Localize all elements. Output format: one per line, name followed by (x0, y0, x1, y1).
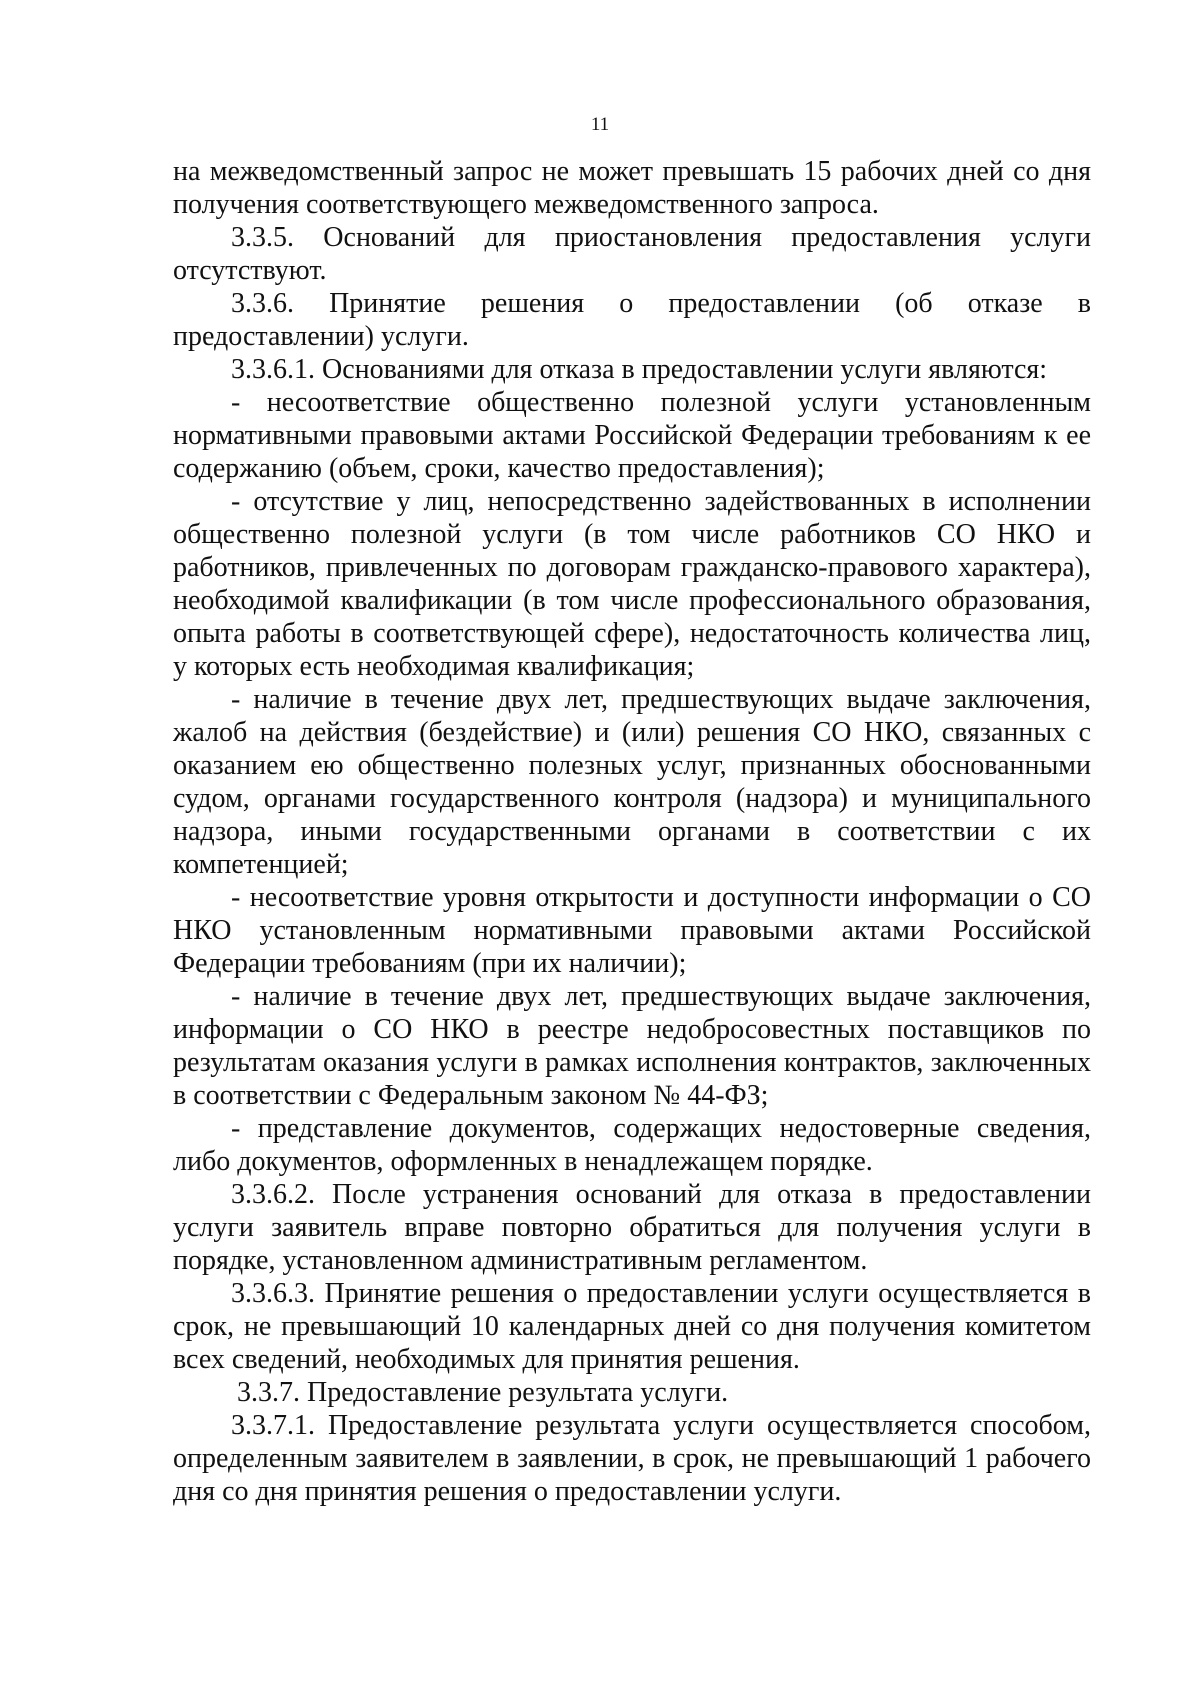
paragraph-3-3-7-1: 3.3.7.1. Предоставление результата услуги осуществляется способом, определенным заявителем в заявлении, в срок, не превышающий 1 рабочего дня со дня принятия решения о предоставлении услуги. (173, 1410, 1091, 1507)
list-item-refusal-reason: - несоответствие уровня открытости и доступности информации о СО НКО установленным нормативными правовыми актами Российской Федерации требованиям (при их наличии); (173, 882, 1091, 979)
paragraph-continuation: на межведомственный запрос не может превышать 15 рабочих дней со дня получения соответствующего межведомственного запроса. (173, 156, 1091, 220)
list-item-refusal-reason: - наличие в течение двух лет, предшествующих выдаче заключения, информации о СО НКО в реестре недобросовестных поставщиков по результатам оказания услуги в рамках исполнения контрактов, заключенных в соответствии с Федеральным законом № 44-ФЗ; (173, 981, 1091, 1111)
paragraph-3-3-7: 3.3.7. Предоставление результата услуги. (237, 1377, 729, 1408)
paragraph-3-3-6: 3.3.6. Принятие решения о предоставлении (об отказе в предоставлении) услуги. (173, 288, 1091, 352)
document-body (173, 155, 1091, 1508)
paragraph-3-3-6-1: 3.3.6.1. Основаниями для отказа в предоставлении услуги являются: (231, 354, 1048, 385)
paragraph-3-3-6-2: 3.3.6.2. После устранения оснований для отказа в предоставлении услуги заявитель вправе повторно обратиться для получения услуги в порядке, установленном административным регламентом. (173, 1179, 1091, 1276)
page-number: 11 (590, 114, 610, 135)
list-item-refusal-reason: - наличие в течение двух лет, предшествующих выдаче заключения, жалоб на действия (бездействие) и (или) решения СО НКО, связанных с оказанием ею общественно полезных услуг, признанных обоснованными судом, органами государственного контроля (надзора) и муниципального надзора, иными государственными органами в соответствии с их компетенцией; (173, 684, 1091, 880)
paragraph-3-3-6-3: 3.3.6.3. Принятие решения о предоставлении услуги осуществляется в срок, не превышающий 10 календарных дней со дня получения комитетом всех сведений, необходимых для принятия решения. (173, 1278, 1091, 1375)
list-item-refusal-reason: - представление документов, содержащих недостоверные сведения, либо документов, оформленных в ненадлежащем порядке. (173, 1113, 1091, 1177)
list-item-refusal-reason: - несоответствие общественно полезной услуги установленным нормативными правовыми актами Российской Федерации требованиям к ее содержанию (объем, сроки, качество предоставления); (173, 387, 1091, 484)
list-item-refusal-reason: - отсутствие у лиц, непосредственно задействованных в исполнении общественно полезной услуги (в том числе работников СО НКО и работников, привлеченных по договорам гражданско-правового характера), необходимой квалификации (в том числе профессионального образования, опыта работы в соответствующей сфере), недостаточность количества лиц, у которых есть необходимая квалификация; (173, 486, 1091, 682)
paragraph-3-3-5: 3.3.5. Оснований для приостановления предоставления услуги отсутствуют. (173, 222, 1091, 286)
